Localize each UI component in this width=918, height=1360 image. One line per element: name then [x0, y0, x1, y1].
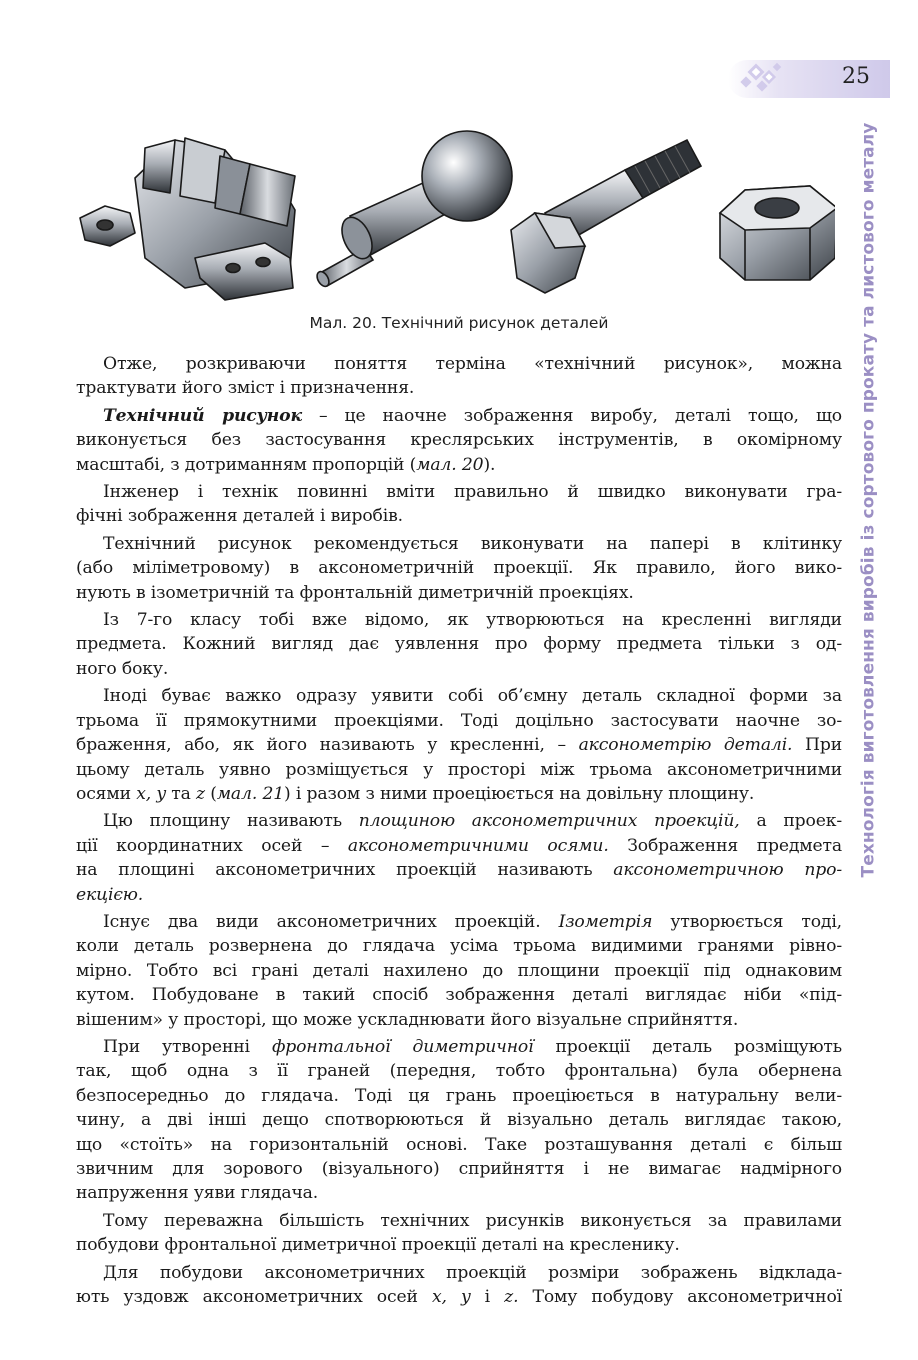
text-line: Інженер і технік повинні вміти правильно й швидко виконувати гра- — [103, 482, 842, 503]
term: Ізометрія — [558, 911, 653, 932]
running-title-text: Технологія виготовлення виробів із сортового прокату та листового металу — [858, 122, 879, 878]
text-line: трактувати його зміст і призначення. — [76, 378, 415, 399]
text-line: виконується без застосування креслярських інструментів, в окомірному — [76, 430, 842, 451]
paragraph — [76, 480, 842, 529]
text-line: мірно. Тобто всі грані деталі нахилено до площини проекції під однаковим — [76, 960, 842, 981]
text-line: ного боку. — [76, 658, 169, 679]
text-line: Технічний рисунок рекомендується виконувати на папері в клітинку — [103, 533, 842, 554]
text-line: так, щоб одна з її граней (передня, тобто фронтальна) була обернена — [76, 1061, 842, 1082]
text-line: предмета. Кожний вигляд дає уявлення про форму предмета тільки з од- — [76, 634, 842, 655]
hex-bolt-part — [511, 140, 701, 293]
text-line: Існує два види аксонометричних проекцій. Ізометрія утворюється тоді, — [103, 911, 842, 932]
term: фронтальної диметричної — [271, 1036, 534, 1057]
text-line: Для побудови аксонометричних проекцій розміри зображень відклада- — [103, 1262, 842, 1283]
text-line: на площині аксонометричних проекцій називають аксонометричною про- — [76, 860, 842, 881]
paragraph — [76, 404, 842, 477]
text-line: При утворенні фронтальної диметричної проекції деталь розміщують — [103, 1036, 842, 1057]
paragraph — [76, 684, 842, 806]
paragraph — [76, 608, 842, 681]
paragraph — [76, 809, 842, 907]
term: Технічний рисунок — [103, 405, 302, 426]
text-line: побудови фронтальної диметричної проекції деталі на кресленику. — [76, 1235, 680, 1256]
ball-pin-part — [315, 131, 512, 288]
text-line: трьома її прямокутними проекціями. Тоді доцільно застосувати наочне зо- — [76, 710, 842, 731]
text-line: нують в ізометричній та фронтальній диметричній проекціях. — [76, 582, 634, 603]
text-line: Тому переважна більшість технічних рисунків виконується за правилами — [103, 1210, 842, 1231]
text-line — [76, 883, 842, 907]
text-line: масштабі, з дотриманням пропорцій (мал. 20). — [76, 454, 496, 475]
text-line: цьому деталь уявно розміщується у просторі між трьома аксонометричними — [76, 759, 842, 780]
text-line: (або міліметровому) в аксонометричній проекції. Як правило, його вико- — [76, 558, 842, 579]
technical-drawing-figure — [65, 118, 835, 308]
paragraph — [76, 910, 842, 1032]
hex-nut-part — [720, 186, 835, 280]
text-line: вішеним» у просторі, що може ускладнювати його візуальне сприйняття. — [76, 1009, 739, 1030]
text-line: Технічний рисунок – це наочне зображення виробу, деталі тощо, що — [103, 405, 842, 426]
paragraph — [76, 532, 842, 605]
paragraph — [76, 352, 842, 401]
text-line: коли деталь розвернена до глядача усіма трьома видимими гранями рівно- — [76, 936, 842, 957]
body-text — [76, 352, 842, 1312]
text-line: напруження уяви глядача. — [76, 1183, 319, 1204]
text-line: звичним для зорового (візуального) сприйняття і не вимагає надмірного — [76, 1159, 842, 1179]
paragraph — [76, 1261, 842, 1310]
text-line: осями x, y та z (мал. 21) і разом з ними проеціюється на довільну площину. — [76, 783, 755, 804]
bracket-part — [80, 138, 295, 300]
ornament-icon — [728, 60, 798, 98]
figure-ref: мал. 21 — [216, 783, 285, 804]
text-line: Іноді буває важко одразу уявити собі об’ємну деталь складної форми за — [103, 686, 842, 707]
paragraph — [76, 1209, 842, 1258]
text-line: чину, а дві інші дещо спотворюються й візуально деталь виглядає такою, — [76, 1110, 842, 1131]
text-line: що «стоїть» на горизонтальній основі. Таке розташування деталі є більш — [76, 1134, 842, 1155]
term: екцією. — [76, 884, 144, 905]
running-title — [853, 110, 883, 890]
term: аксонометрію деталі. — [578, 735, 793, 756]
text-line: ють уздовж аксонометричних осей x, y і z. Тому побудову аксонометричної — [76, 1287, 842, 1308]
text-line: Із 7-го класу тобі вже відомо, як утворюються на кресленні вигляди — [103, 610, 842, 631]
paragraph — [76, 1035, 842, 1206]
text-line: Цю площину називають площиною аксонометричних проекцій, а проек- — [103, 811, 842, 832]
text-line: безпосередньо до глядача. Тоді ця грань проеціюється в натуральну вели- — [76, 1085, 842, 1106]
term: аксонометричними осями. — [347, 835, 609, 856]
term: аксонометричною про- — [613, 860, 842, 881]
text-line: кутом. Побудоване в такий спосіб зображення деталі виглядає ніби «під- — [76, 985, 842, 1006]
page-number: 25 — [842, 64, 870, 89]
text-line: фічні зображення деталей і виробів. — [76, 506, 403, 527]
text-line: браження, або, як його називають у кресленні, – аксонометрію деталі. При — [76, 735, 843, 756]
text-line: ції координатних осей – аксонометричними осями. Зображення предмета — [76, 835, 843, 856]
figure-caption: Мал. 20. Технічний рисунок деталей — [309, 314, 609, 332]
figure-ref: мал. 20 — [416, 454, 484, 475]
text-line: Отже, розкриваючи поняття терміна «технічний рисунок», можна — [103, 354, 842, 374]
term: площиною аксонометричних проекцій, — [358, 811, 740, 832]
